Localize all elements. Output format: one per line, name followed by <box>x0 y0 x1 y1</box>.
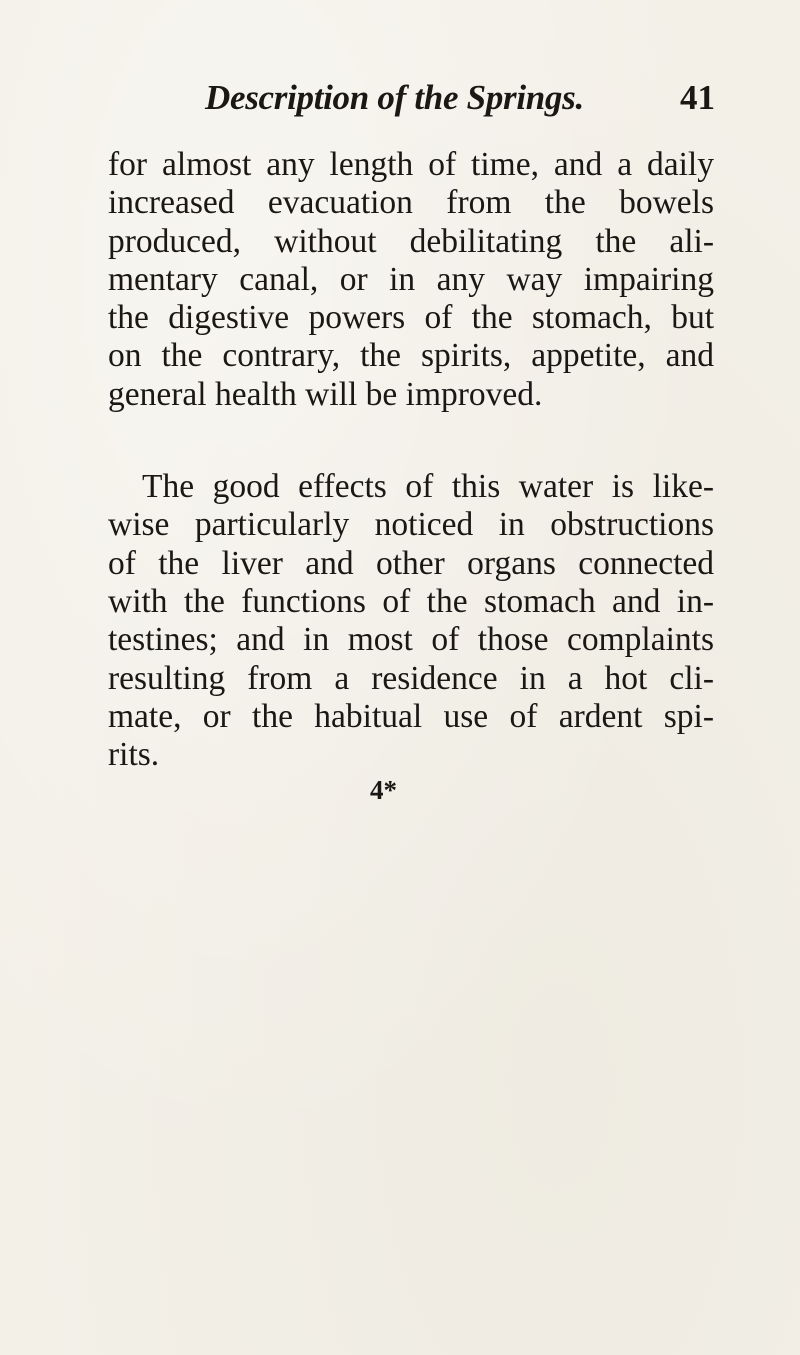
text-line: The good effects of this water is like- <box>142 468 714 506</box>
running-head <box>205 78 715 128</box>
body-text <box>108 146 714 774</box>
text-line: the digestive powers of the stomach, but <box>108 299 714 337</box>
paragraph-gap <box>108 414 714 468</box>
paragraph-1 <box>108 146 714 414</box>
text-line: mate, or the habitual use of ardent spi- <box>108 697 714 735</box>
running-title: Description of the Springs. <box>205 78 584 117</box>
text-line: resulting from a residence in a hot cli- <box>108 659 714 697</box>
text-line: on the contrary, the spirits, appetite, and <box>108 337 714 375</box>
signature-mark: 4* <box>370 775 397 805</box>
text-line: produced, without debilitating the ali- <box>108 222 714 260</box>
text-line: testines; and in most of those complaints <box>108 621 714 659</box>
text-line: wise particularly noticed in obstructions <box>108 506 714 544</box>
paragraph-2 <box>108 468 714 774</box>
text-line: of the liver and other organs connected <box>108 544 714 582</box>
text-line: increased evacuation from the bowels <box>108 184 714 222</box>
text-line: mentary canal, or in any way impairing <box>108 260 714 298</box>
text-line: rits. <box>108 736 160 774</box>
text-line: general health will be improved. <box>108 375 543 413</box>
text-line: with the functions of the stomach and in- <box>108 582 714 620</box>
text-line: for almost any length of time, and a daily <box>108 146 714 183</box>
page-number: 41 <box>680 78 715 117</box>
